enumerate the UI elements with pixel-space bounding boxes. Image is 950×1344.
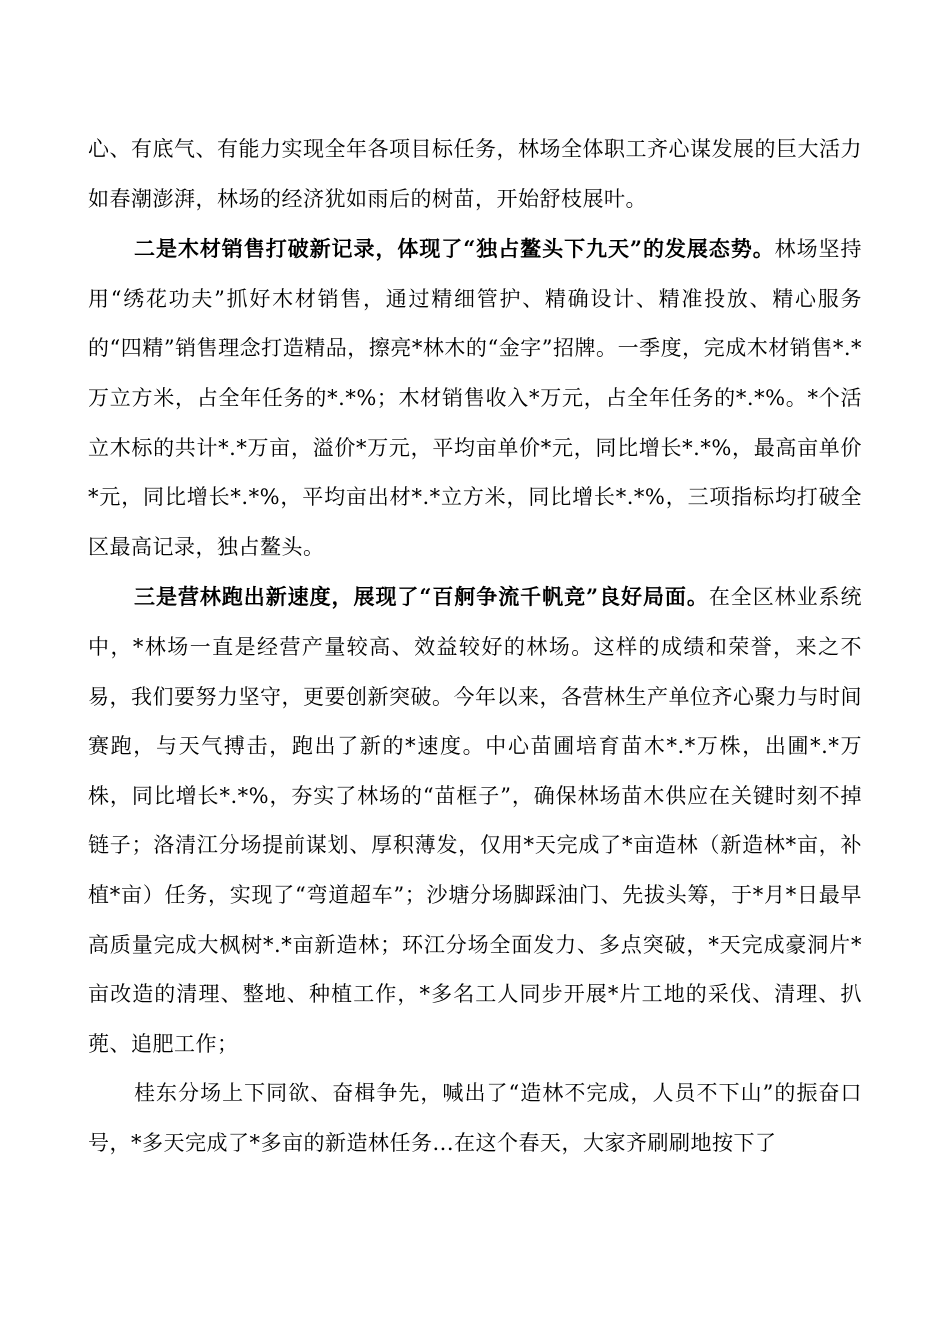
paragraph-4-guidong	[88, 1069, 862, 1168]
paragraph-2-text: 林场坚持用“绣花功夫”抓好木材销售，通过精细管护、精确设计、精准投放、精心服务的“四精”销售理念打造精品，擦亮*林木的“金字”招牌。一季度，完成木材销售*.*万立方米，占全年任务的*.*%；木材销售收入*万元，占全年任务的*.*%。*个活立木标的共计*.*万亩，溢价*万元，平均亩单价*元，同比增长*.*%，最高亩单价*元，同比增长*.*%，平均亩出材*.*立方米，同比增长*.*%，三项指标均打破全区最高记录，独占鳌头。	[88, 237, 863, 559]
paragraph-4-text: 桂东分场上下同欲、奋楫争先，喊出了“造林不完成，人员不下山”的振奋口号，*多天完成了*多亩的新造林任务...在这个春天，大家齐刷刷地按下了	[88, 1081, 862, 1155]
paragraph-2-timber-sales	[88, 224, 862, 572]
paragraph-3-text: 在全区林业系统中，*林场一直是经营产量较高、效益较好的林场。这样的成绩和荣誉，来之不易，我们要努力坚守，更要创新突破。今年以来，各营林生产单位齐心聚力与时间赛跑，与天气搏击，跑出了新的*速度。中心苗圃培育苗木*.*万株，出圃*.*万株，同比增长*.*%，夯实了林场的“苗框子”，确保林场苗木供应在关键时刻不掉链子；洛清江分场提前谋划、厚积薄发，仅用*天完成了*亩造林（新造林*亩，补植*亩）任务，实现了“弯道超车”；沙塘分场脚踩油门、先拔头筹，于*月*日最早高质量完成大枫树*.*亩新造林；环江分场全面发力、多点突破，*天完成豪洞片*亩改造的清理、整地、种植工作，*多名工人同步开展*片工地的采伐、清理、扒蔸、追肥工作；	[88, 585, 863, 1056]
paragraph-1-text: 心、有底气、有能力实现全年各项目标任务，林场全体职工齐心谋发展的巨大活力如春潮澎湃，林场的经济犹如雨后的树苗，开始舒枝展叶。	[88, 137, 862, 211]
paragraph-1-continuation	[88, 125, 862, 224]
document-page	[88, 125, 862, 1168]
paragraph-3-afforestation	[88, 572, 862, 1069]
paragraph-2-heading: 二是木材销售打破新记录，体现了“独占鳌头下九天”的发展态势。	[134, 236, 775, 262]
paragraph-3-heading: 三是营林跑出新速度，展现了“百舸争流千帆竞”良好局面。	[134, 584, 709, 610]
